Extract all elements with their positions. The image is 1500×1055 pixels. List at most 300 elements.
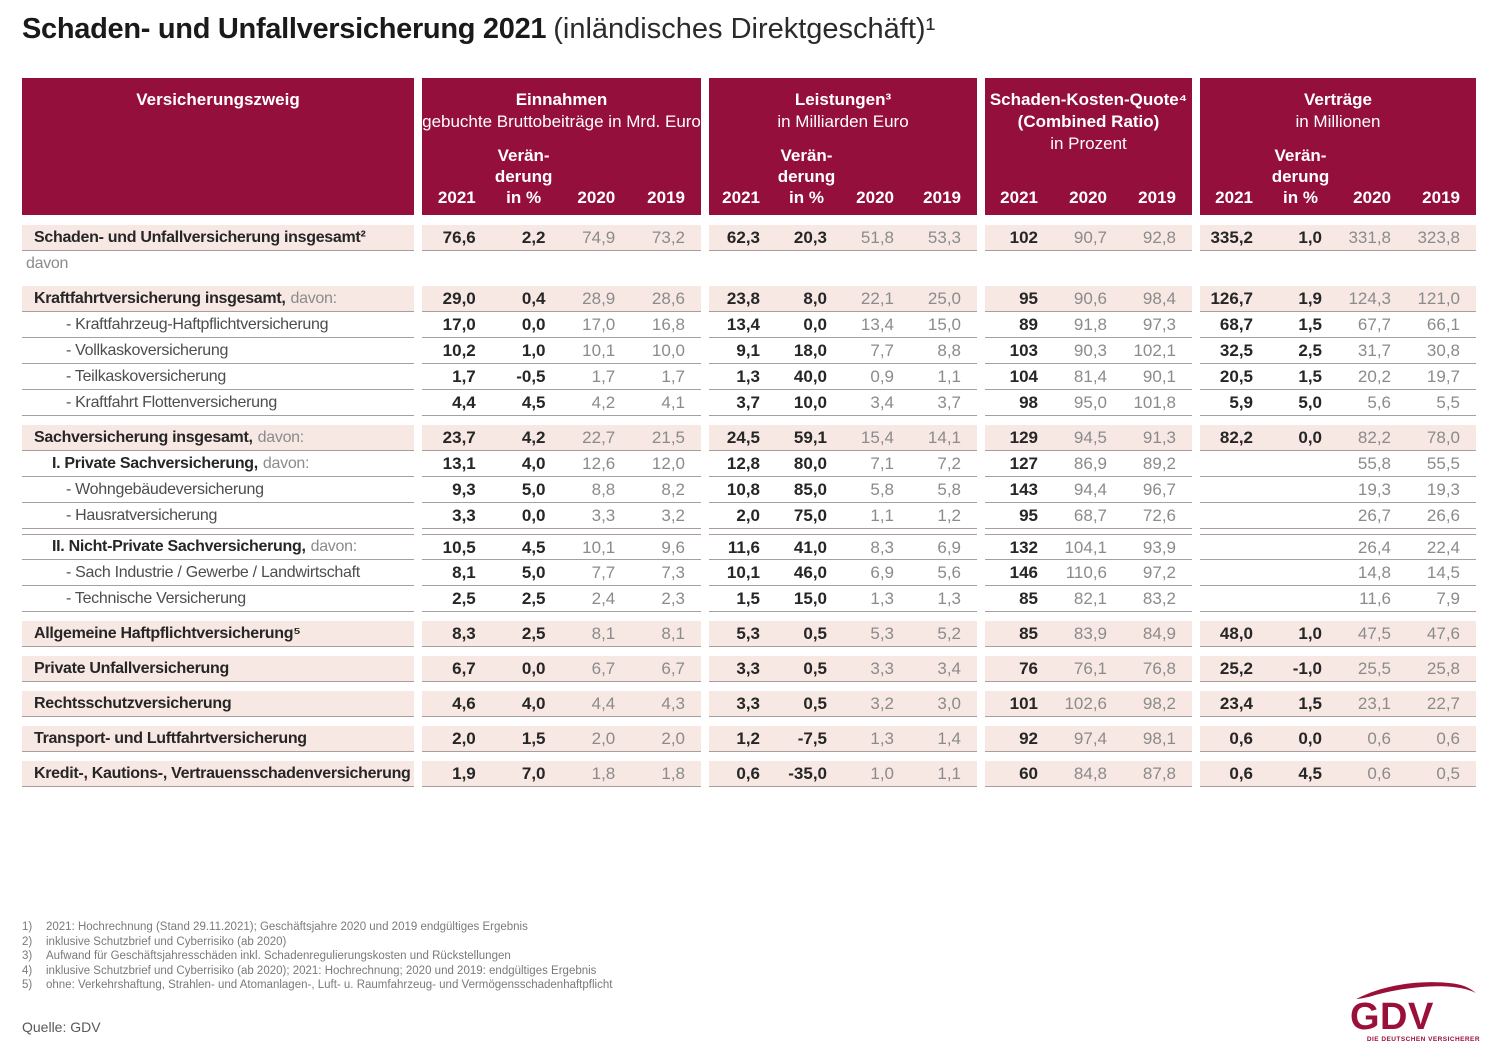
value-cell: 3,0 (937, 694, 961, 713)
column-gap (414, 691, 422, 717)
row-label: - Wohngebäudeversicherung (66, 480, 264, 498)
value-cell: 68,7 (1073, 506, 1107, 525)
value-cell: 14,5 (1426, 563, 1460, 582)
value-cell: 19,7 (1426, 367, 1460, 386)
row-value-group (1200, 312, 1476, 338)
row-value-group (709, 390, 977, 416)
column-gap (977, 534, 985, 560)
row-label: Kraftfahrtversicherung insgesamt, (34, 289, 286, 307)
value-cell: 5,3 (870, 624, 894, 643)
footnote-item: 5) ohne: Verkehrshaftung, Strahlen- und Atomanlagen-, Luft- u. Raumfahrzeug- und Vermögensschadenhaftpflicht (22, 979, 613, 991)
group-subtitle: in Milliarden Euro (777, 112, 909, 131)
row-value-group (985, 425, 1192, 451)
row-label: Private Unfallversicherung (34, 659, 229, 677)
value-cell: 0,6 (1367, 764, 1391, 783)
value-cell: 98,4 (1142, 289, 1176, 308)
column-gap (414, 312, 422, 338)
value-cell: 46,0 (793, 563, 827, 582)
value-cell: 73,2 (651, 228, 685, 247)
value-cell: 2,0 (736, 506, 760, 525)
value-cell: 0,6 (1229, 764, 1253, 783)
column-gap (1192, 312, 1200, 338)
value-cell: -0,5 (516, 367, 546, 386)
value-cell: 22,7 (582, 428, 616, 447)
row-value-group (985, 451, 1192, 477)
value-cell: 102,6 (1064, 694, 1107, 713)
row-value-group (1200, 621, 1476, 647)
source-note: Quelle: GDV (22, 1019, 101, 1035)
value-cell: 3,2 (870, 694, 894, 713)
value-cell: 25,5 (1357, 659, 1391, 678)
value-cell: 127 (1009, 454, 1038, 473)
value-cell: 28,6 (651, 289, 685, 308)
year-col-2019: 2019 (647, 188, 685, 207)
footnote-item: 4) inklusive Schutzbrief und Cyberrisiko (ab 2020); 2021: Hochrechnung; 2020 und 2019: endgültiges Ergebnis (22, 964, 597, 977)
row-value-group (1200, 390, 1476, 416)
column-gap (977, 312, 985, 338)
value-cell: 1,3 (937, 589, 961, 608)
value-cell: 0,5 (803, 659, 827, 678)
value-cell: 132 (1009, 538, 1038, 557)
year-columns (985, 188, 1192, 215)
statistics-table (22, 78, 1478, 787)
column-gap (701, 761, 709, 787)
page-title-light: (inländisches Direktgeschäft)¹ (553, 13, 936, 45)
column-gap (977, 656, 985, 682)
column-gap (1192, 338, 1200, 364)
value-cell: 17,0 (442, 315, 476, 334)
table-row (22, 656, 1478, 682)
group-subtitle: gebuchte Bruttobeiträge in Mrd. Euro (422, 112, 701, 131)
value-cell: 7,2 (937, 454, 961, 473)
column-gap (977, 761, 985, 787)
value-cell: 76,6 (442, 228, 476, 247)
value-cell: 23,7 (442, 428, 476, 447)
value-cell: 20,3 (793, 228, 827, 247)
value-cell: 76,8 (1142, 659, 1176, 678)
value-cell: 2,0 (661, 729, 685, 748)
row-label-cell (22, 726, 414, 752)
value-cell: 1,5 (1298, 315, 1322, 334)
table-row (22, 621, 1478, 647)
row-value-group (1200, 656, 1476, 682)
row-value-group (709, 560, 977, 586)
value-cell: 101,8 (1133, 393, 1176, 412)
value-cell: 1,0 (870, 764, 894, 783)
column-gap (701, 560, 709, 586)
column-gap (1192, 560, 1200, 586)
value-cell: 10,0 (793, 393, 827, 412)
column-gap (701, 251, 709, 277)
column-gap (701, 656, 709, 682)
value-cell: 2,3 (661, 589, 685, 608)
value-cell: 12,6 (582, 454, 616, 473)
group-subtitle: in Prozent (1050, 134, 1127, 153)
column-gap (701, 691, 709, 717)
value-cell: 10,5 (442, 538, 476, 557)
value-cell: 1,3 (870, 729, 894, 748)
value-cell: 48,0 (1219, 624, 1253, 643)
column-gap (1192, 691, 1200, 717)
value-cell: 76 (1019, 659, 1038, 678)
row-value-group (422, 534, 701, 560)
value-cell: 12,0 (651, 454, 685, 473)
column-gap (1192, 286, 1200, 312)
column-gap (701, 390, 709, 416)
row-label-cell (22, 390, 414, 416)
column-gap (701, 451, 709, 477)
table-row (22, 251, 1478, 277)
column-gap (701, 225, 709, 251)
value-cell: 81,4 (1073, 367, 1107, 386)
value-cell: 5,2 (937, 624, 961, 643)
row-value-group (422, 761, 701, 787)
value-cell: 3,4 (870, 393, 894, 412)
value-cell: 97,4 (1073, 729, 1107, 748)
row-label: davon (26, 255, 69, 272)
value-cell: 7,7 (591, 563, 616, 582)
row-value-group (422, 656, 701, 682)
value-cell: 84,9 (1142, 624, 1176, 643)
value-cell: 11,6 (727, 538, 760, 557)
table-row (22, 534, 1478, 560)
value-cell: 1,5 (521, 729, 546, 748)
row-value-group (1200, 425, 1476, 451)
value-cell: 2,4 (591, 589, 616, 608)
value-cell: 84,8 (1073, 764, 1107, 783)
column-gap (414, 503, 422, 529)
value-cell: 6,7 (452, 659, 476, 678)
row-label: - Teilkaskoversicherung (66, 367, 226, 385)
column-gap (701, 338, 709, 364)
column-gap (414, 560, 422, 586)
value-cell: 2,2 (521, 228, 546, 247)
value-cell: 129 (1009, 428, 1038, 447)
table-row (22, 726, 1478, 752)
value-cell: 47,5 (1357, 624, 1391, 643)
column-gap (701, 425, 709, 451)
value-cell: 3,3 (736, 694, 760, 713)
value-cell: 2,0 (452, 729, 476, 748)
value-cell: 10,2 (442, 341, 476, 360)
column-gap (414, 621, 422, 647)
value-cell: 21,5 (651, 428, 685, 447)
value-cell: 47,6 (1426, 624, 1460, 643)
table-row (22, 691, 1478, 717)
value-cell: 23,8 (726, 289, 760, 308)
value-cell: 4,2 (591, 393, 616, 412)
value-cell: 95 (1019, 506, 1038, 525)
row-label-cell (22, 560, 414, 586)
value-cell: 15,4 (860, 428, 894, 447)
value-cell: 92 (1019, 729, 1038, 748)
value-cell: 4,0 (521, 694, 546, 713)
value-cell: 8,1 (661, 624, 685, 643)
value-cell: 5,9 (1229, 393, 1253, 412)
value-cell: 32,5 (1219, 341, 1253, 360)
value-cell: 1,7 (452, 367, 476, 386)
value-cell: 121,0 (1417, 289, 1460, 308)
row-value-group (985, 761, 1192, 787)
row-label-cell (22, 338, 414, 364)
value-cell: 5,0 (521, 563, 546, 582)
column-gap (414, 78, 422, 215)
value-cell: 94,5 (1073, 428, 1107, 447)
header-group-einnahmen (422, 78, 701, 215)
value-cell: 91,3 (1142, 428, 1176, 447)
year-col-2021: 2021 (437, 188, 476, 207)
row-value-group (422, 691, 701, 717)
value-cell: 97,2 (1142, 563, 1176, 582)
column-gap (977, 425, 985, 451)
value-cell: 0,0 (1298, 729, 1322, 748)
value-cell: 0,6 (1229, 729, 1253, 748)
value-cell: 5,0 (521, 480, 546, 499)
year-col-2021: 2021 (1215, 188, 1253, 207)
year-col-2021: 2021 (722, 188, 760, 207)
value-cell: 15,0 (927, 315, 961, 334)
value-cell: 90,6 (1073, 289, 1107, 308)
value-cell: 323,8 (1417, 228, 1460, 247)
value-cell: 2,0 (591, 729, 616, 748)
value-cell: 40,0 (793, 367, 827, 386)
row-label: - Kraftfahrt Flottenversicherung (66, 393, 277, 411)
row-label-cell (22, 761, 414, 787)
value-cell: 0,0 (521, 506, 546, 525)
table-row (22, 586, 1478, 612)
row-value-group (709, 312, 977, 338)
value-cell: 55,5 (1426, 454, 1460, 473)
row-value-group (422, 503, 701, 529)
value-cell: 13,4 (860, 315, 894, 334)
value-cell: 5,0 (1298, 393, 1322, 412)
group-title-2: (Combined Ratio) (1017, 112, 1160, 131)
column-gap (1192, 621, 1200, 647)
value-cell: 92,8 (1142, 228, 1176, 247)
row-value-group (1200, 534, 1476, 560)
column-gap (414, 451, 422, 477)
value-cell: 1,1 (937, 764, 961, 783)
value-cell: 4,4 (452, 393, 476, 412)
row-value-group (422, 425, 701, 451)
column-gap (1192, 78, 1200, 215)
value-cell: 11,6 (1359, 589, 1391, 608)
row-label-cell (22, 656, 414, 682)
value-cell: 82,2 (1357, 428, 1391, 447)
value-cell: 3,3 (591, 506, 616, 525)
value-cell: 4,5 (521, 393, 546, 412)
row-value-group (1200, 477, 1476, 503)
value-cell: 143 (1009, 480, 1038, 499)
header-group-schaden-kosten-quote (985, 78, 1192, 215)
value-cell: 8,2 (661, 480, 685, 499)
value-cell: 25,2 (1219, 659, 1253, 678)
value-cell: 3,4 (937, 659, 961, 678)
value-cell: 0,6 (1367, 729, 1391, 748)
group-title: Schaden-Kosten-Quote⁴ (989, 90, 1188, 109)
row-value-group (709, 534, 977, 560)
column-gap (701, 726, 709, 752)
row-value-group (709, 691, 977, 717)
value-cell: 89 (1019, 315, 1038, 334)
row-value-group (422, 586, 701, 612)
row-value-group (1200, 726, 1476, 752)
row-value-group (422, 364, 701, 390)
value-cell: 6,9 (870, 563, 894, 582)
value-cell: 1,0 (1298, 624, 1322, 643)
value-cell: 53,3 (927, 228, 961, 247)
row-value-group (422, 286, 701, 312)
value-cell: 83,9 (1073, 624, 1107, 643)
row-value-group (422, 621, 701, 647)
value-cell: 124,3 (1348, 289, 1391, 308)
value-cell: 8,1 (452, 563, 476, 582)
value-cell: 30,8 (1426, 341, 1460, 360)
value-cell: 26,6 (1426, 506, 1460, 525)
table-row (22, 503, 1478, 529)
gdv-logo (1346, 979, 1480, 1043)
value-cell: 86,9 (1073, 454, 1107, 473)
row-label-cell (22, 503, 414, 529)
value-cell: 68,7 (1219, 315, 1253, 334)
value-cell: 8,1 (591, 624, 616, 643)
table-row (22, 425, 1478, 451)
value-cell: 89,2 (1142, 454, 1176, 473)
value-cell: 146 (1009, 563, 1038, 582)
group-title: Leistungen³ (794, 90, 892, 109)
row-value-group (985, 586, 1192, 612)
column-header-label: Versicherungszweig (136, 90, 300, 109)
value-cell: 2,5 (521, 624, 546, 643)
value-cell: 85 (1019, 624, 1038, 643)
row-value-group (985, 286, 1192, 312)
value-cell: 1,8 (591, 764, 616, 783)
group-title: Verträge (1303, 90, 1373, 109)
row-value-group (709, 503, 977, 529)
value-cell: 1,9 (1298, 289, 1322, 308)
value-cell: 14,1 (927, 428, 961, 447)
year-columns (709, 145, 977, 215)
row-value-group (709, 425, 977, 451)
value-cell: 23,4 (1219, 694, 1253, 713)
column-gap (414, 586, 422, 612)
value-cell: -1,0 (1292, 659, 1322, 678)
value-cell: 59,1 (793, 428, 827, 447)
row-value-group (422, 251, 701, 277)
change-col-label: Verän- derung in % (777, 146, 836, 207)
value-cell: 4,5 (1298, 764, 1322, 783)
column-gap (414, 534, 422, 560)
value-cell: 7,9 (1436, 589, 1460, 608)
row-value-group (1200, 560, 1476, 586)
row-value-group (1200, 338, 1476, 364)
row-value-group (709, 451, 977, 477)
value-cell: 20,5 (1219, 367, 1253, 386)
column-gap (977, 451, 985, 477)
value-cell: 110,6 (1065, 563, 1107, 582)
row-value-group (422, 338, 701, 364)
value-cell: 1,1 (937, 367, 961, 386)
row-value-group (1200, 503, 1476, 529)
column-gap (414, 390, 422, 416)
value-cell: 19,3 (1426, 480, 1460, 499)
value-cell: 6,9 (937, 538, 961, 557)
year-col-2019: 2019 (1422, 188, 1460, 207)
column-gap (414, 364, 422, 390)
value-cell: 4,3 (661, 694, 685, 713)
value-cell: 1,3 (870, 589, 894, 608)
column-gap (977, 364, 985, 390)
row-label-suffix: davon: (290, 289, 337, 307)
row-value-group (709, 621, 977, 647)
value-cell: 8,8 (591, 480, 616, 499)
value-cell: 104 (1009, 367, 1038, 386)
row-value-group (985, 364, 1192, 390)
column-gap (977, 726, 985, 752)
value-cell: 1,9 (452, 764, 476, 783)
value-cell: 10,1 (582, 341, 616, 360)
row-label: Kredit-, Kautions-, Vertrauensschadenversicherung (34, 764, 411, 782)
value-cell: 3,3 (452, 506, 476, 525)
value-cell: 1,5 (736, 589, 760, 608)
row-label: - Sach Industrie / Gewerbe / Landwirtschaft (66, 563, 360, 581)
value-cell: 104,1 (1064, 538, 1107, 557)
row-value-group (422, 560, 701, 586)
row-label-cell (22, 225, 414, 251)
year-col-2019: 2019 (923, 188, 961, 207)
value-cell: 20,2 (1357, 367, 1391, 386)
value-cell: 90,7 (1073, 228, 1107, 247)
value-cell: 1,5 (1298, 367, 1322, 386)
value-cell: 1,7 (591, 367, 616, 386)
row-label: I. Private Sachversicherung, (52, 454, 258, 472)
column-gap (1192, 534, 1200, 560)
table-row (22, 390, 1478, 416)
value-cell: 31,7 (1357, 341, 1391, 360)
value-cell: 5,3 (736, 624, 760, 643)
column-gap (1192, 726, 1200, 752)
value-cell: 1,5 (1298, 694, 1322, 713)
value-cell: 19,3 (1357, 480, 1391, 499)
value-cell: 3,3 (870, 659, 894, 678)
column-gap (701, 364, 709, 390)
value-cell: 29,0 (442, 289, 476, 308)
group-subtitle: in Millionen (1295, 112, 1381, 131)
value-cell: 1,2 (937, 506, 961, 525)
change-col-label: Verän- derung in % (494, 146, 553, 207)
value-cell: 102,1 (1133, 341, 1176, 360)
value-cell: 2,5 (1298, 341, 1322, 360)
column-gap (1192, 225, 1200, 251)
table-row (22, 364, 1478, 390)
row-label-cell (22, 621, 414, 647)
column-gap (977, 586, 985, 612)
value-cell: 102 (1009, 228, 1038, 247)
value-cell: 93,9 (1142, 538, 1176, 557)
year-col-2019: 2019 (1138, 188, 1176, 207)
gdv-logo-text: GDV (1350, 996, 1434, 1038)
value-cell: 7,3 (661, 563, 685, 582)
footnote-item: 1) 2021: Hochrechnung (Stand 29.11.2021); Geschäftsjahre 2020 und 2019 endgültiges Ergebnis (22, 921, 528, 933)
row-label-cell (22, 477, 414, 503)
value-cell: 24,5 (726, 428, 760, 447)
row-value-group (985, 390, 1192, 416)
column-gap (414, 477, 422, 503)
value-cell: 51,8 (860, 228, 894, 247)
column-gap (414, 726, 422, 752)
row-label: - Vollkaskoversicherung (66, 341, 229, 359)
year-columns (422, 145, 701, 215)
